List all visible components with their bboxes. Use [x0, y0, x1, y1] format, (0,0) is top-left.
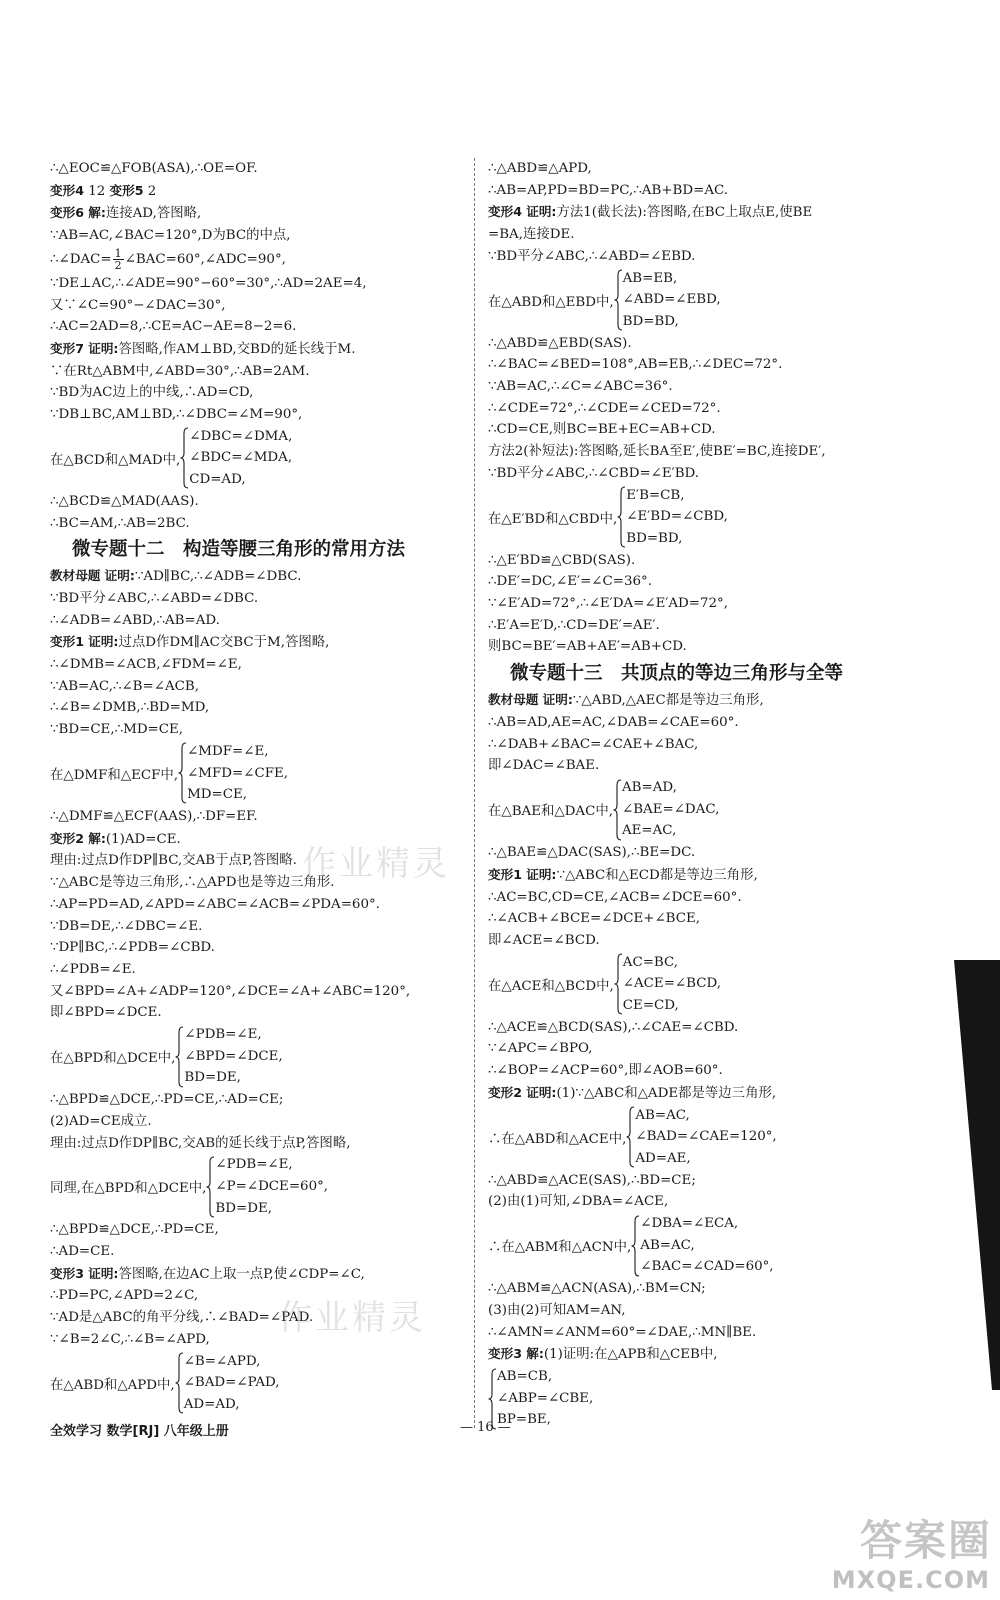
- solution-line: [488, 354, 908, 376]
- system-rows: [622, 777, 719, 842]
- problem-label: 变形4: [50, 182, 84, 198]
- solution-line: [50, 1219, 460, 1241]
- line-text: ∴△BPD≌△DCE,∴PD=CE,: [50, 1222, 219, 1238]
- system-rows: [640, 1213, 773, 1278]
- system-intro: 同理,在△BPD和△DCE中,: [50, 1181, 207, 1197]
- problem-label: 变形7: [50, 340, 84, 356]
- left-column: [50, 158, 460, 1416]
- solution-line: [50, 225, 460, 247]
- system-row: ∠BAE=∠DAC,: [621, 801, 720, 817]
- line-text: ∵BD平分∠ABC,∴∠ABD=∠EBD.: [488, 248, 696, 264]
- solution-line: [488, 463, 908, 485]
- system-intro: ∴在△ABD和△ACE中,: [488, 1131, 627, 1147]
- solution-line: [488, 376, 908, 398]
- left-brace: [614, 269, 623, 331]
- line-text: 答图略,在边AC上取一点P,使∠CDP=∠C,: [118, 1266, 365, 1282]
- solution-line: [50, 1263, 460, 1286]
- step-label: 证明:: [526, 866, 557, 882]
- logo-glyphs: 答案圈: [859, 1516, 992, 1565]
- watermark: 作业精灵: [278, 1298, 426, 1338]
- solution-line: [488, 1017, 908, 1039]
- system-row: ∠ACE=∠BCD,: [622, 976, 721, 992]
- equation-system: [50, 1024, 460, 1089]
- line-text: (3)由(2)可知AM=AN,: [488, 1302, 626, 1318]
- line-text: ∴∠ADB=∠ABD,∴AB=AD.: [50, 612, 220, 628]
- system-row: ∠ABP=∠CBE,: [497, 1390, 594, 1406]
- line-text: ∴△EOC≌△FOB(ASA),∴OE=OF.: [50, 161, 258, 176]
- system-row: AB=AD,: [621, 779, 677, 795]
- system-row: ∠ABD=∠EBD,: [622, 292, 721, 308]
- line-text: ∴AB=AD,AE=AC,∠DAB=∠CAE=60°.: [488, 714, 739, 730]
- system-row: ∠MDF=∠E,: [187, 743, 269, 759]
- system-intro: 在△ABD和△EBD中,: [488, 294, 614, 310]
- left-brace: [617, 486, 626, 548]
- system-row: E′B=CB,: [626, 487, 685, 503]
- system-rows: [623, 952, 721, 1017]
- line-text: ∴E′A=E′D,∴CD=DE′=AE′.: [488, 617, 660, 633]
- line-text: ∴△ABD≌△APD,: [488, 161, 592, 176]
- system-row: ∠DBC=∠DMA,: [189, 428, 293, 444]
- system-row: CD=AD,: [189, 472, 246, 488]
- system-row: AB=CB,: [497, 1368, 553, 1384]
- line-text: ∴∠BAC=∠BED=108°,AB=EB,∴∠DEC=72°.: [488, 357, 783, 373]
- step-label: 证明:: [526, 204, 557, 220]
- system-row: ∠BAC=∠CAD=60°,: [640, 1259, 774, 1275]
- system-row: BD=BD,: [622, 313, 679, 329]
- equation-system: [488, 777, 908, 842]
- line-text: ∵DE⊥AC,∴∠ADE=90°−60°=30°,∴AD=2AE=4,: [50, 275, 367, 291]
- fraction-denominator: 2: [114, 258, 122, 272]
- system-row: AC=BC,: [622, 954, 679, 970]
- solution-line: [488, 158, 908, 180]
- line-text: ∴△ACE≌△BCD(SAS),∴∠CAE=∠CBD.: [488, 1019, 739, 1035]
- line-text: ∵△ABD,△AEC都是等边三角形,: [572, 693, 764, 709]
- solution-line: [488, 615, 908, 637]
- system-intro: 在△ACE和△BCD中,: [488, 978, 614, 994]
- system-intro: 在△DMF和△ECF中,: [50, 767, 179, 783]
- scan-shadow: [934, 960, 1000, 1390]
- solution-line: [50, 338, 460, 361]
- line-text: 即∠DAC=∠BAE.: [488, 758, 600, 774]
- line-text: ∵△ABC是等边三角形,∴△APD也是等边三角形.: [50, 875, 335, 891]
- line-text: ∵DB=DE,∴∠DBC=∠E.: [50, 918, 203, 934]
- problem-label: 教材母题: [50, 568, 101, 584]
- step-label: 证明:: [88, 340, 119, 356]
- problem-label: 变形1: [488, 866, 522, 882]
- solution-line: [50, 404, 460, 426]
- solution-line: [488, 180, 908, 202]
- solution-line: [50, 361, 460, 383]
- solution-line: [488, 930, 908, 952]
- system-rows: [635, 1105, 776, 1170]
- problem-label: 变形2: [488, 1084, 522, 1100]
- line-text: ∴△BPD≌△DCE,∴PD=CE,∴AD=CE;: [50, 1092, 284, 1108]
- column-divider: [474, 158, 475, 1428]
- solution-line: [50, 202, 460, 225]
- line-text: ∴△BAE≌△DAC(SAS),∴BE=DC.: [488, 845, 696, 861]
- line-text: (2)由(1)可知,∠DBA=∠ACE,: [488, 1194, 669, 1210]
- line-text: 即∠ACE=∠BCD.: [488, 932, 600, 948]
- line-text: 答图略,作AM⊥BD,交BD的延长线于M.: [118, 341, 356, 357]
- left-brace: [631, 1215, 640, 1277]
- system-row: BD=DE,: [215, 1200, 272, 1216]
- solution-line: [488, 864, 908, 887]
- left-brace: [614, 953, 623, 1015]
- system-row: AB=EB,: [622, 270, 678, 286]
- equation-system: [50, 741, 460, 806]
- solution-line: [488, 842, 908, 864]
- line-text: ∴∠DAC=: [50, 251, 112, 267]
- system-row: ∠PDB=∠E,: [184, 1027, 262, 1043]
- solution-line: [50, 937, 460, 959]
- line-text: ∵AB=AC,∴∠B=∠ACB,: [50, 678, 199, 694]
- line-text: ∴△DMF≌△ECF(AAS),∴DF=EF.: [50, 808, 258, 824]
- system-intro: 在△ABD和△APD中,: [50, 1377, 175, 1393]
- solution-line: [50, 491, 460, 513]
- step-label: 证明:: [88, 1265, 119, 1281]
- line-text: (1)AD=CE.: [105, 831, 181, 847]
- line-text: ∴△ABM≌△ACN(ASA),∴BM=CN;: [488, 1281, 706, 1297]
- system-rows: [184, 1024, 282, 1089]
- line-text: (1)∵△ABC和△ADE都是等边三角形,: [556, 1085, 777, 1101]
- system-row: AD=AE,: [635, 1150, 691, 1166]
- solution-line: [488, 887, 908, 909]
- system-row: ∠MFD=∠CFE,: [187, 765, 289, 781]
- line-text: ∵∠E′AD=72°,∴∠E′DA=∠E′AD=72°,: [488, 596, 729, 612]
- section-heading: 微专题十二 构造等腰三角形的常用方法: [72, 539, 406, 561]
- left-brace: [626, 1106, 635, 1168]
- fraction-numerator: 1: [114, 246, 122, 260]
- line-text: (1)证明:在△APB和△CEB中,: [543, 1347, 718, 1363]
- system-row: AD=AD,: [183, 1396, 240, 1412]
- step-label: 证明:: [526, 1084, 557, 1100]
- line-text: ∵在Rt△ABM中,∠ABD=30°,∴AB=2AM.: [50, 363, 310, 379]
- problem-label: 变形1: [50, 634, 84, 650]
- equation-system: [488, 1213, 908, 1278]
- solution-line: [50, 382, 460, 404]
- solution-line: [488, 1278, 908, 1300]
- solution-line: [50, 916, 460, 938]
- line-text: ∵BD平分∠ABC,∴∠CBD=∠E′BD.: [488, 465, 700, 481]
- solution-line: [488, 246, 908, 268]
- left-brace: [175, 1026, 184, 1088]
- solution-line: [50, 719, 460, 741]
- solution-line: [488, 908, 908, 930]
- line-text: ∴△E′BD≌△CBD(SAS).: [488, 552, 636, 568]
- section-heading: 微专题十三 共顶点的等边三角形与全等: [510, 663, 844, 685]
- line-text: 连接AD,答图略,: [105, 206, 202, 222]
- line-text: ∵BD=CE,∴MD=CE,: [50, 722, 184, 738]
- line-text: ∴∠DMB=∠ACB,∠FDM=∠E,: [50, 657, 242, 673]
- system-row: AE=AC,: [621, 823, 677, 839]
- step-label: 证明:: [104, 568, 135, 584]
- left-brace: [206, 1156, 215, 1218]
- step-label: 解:: [526, 1346, 544, 1362]
- fraction: [113, 248, 124, 271]
- line-text: 12: [83, 183, 110, 199]
- line-text: ∴∠DAB+∠BAC=∠CAE+∠BAC,: [488, 736, 699, 752]
- line-text: 则BC=BE′=AB+AE′=AB+CD.: [488, 639, 687, 655]
- solution-line: [50, 1241, 460, 1263]
- system-row: ∠BAD=∠CAE=120°,: [635, 1129, 777, 1145]
- system-intro: 在△E′BD和△CBD中,: [488, 511, 618, 527]
- system-row: ∠E′BD=∠CBD,: [626, 509, 728, 525]
- system-intro: 在△BAE和△DAC中,: [488, 804, 613, 820]
- logo-domain: MXQE.COM: [831, 1566, 990, 1594]
- line-text: ∴AP=PD=AD,∠APD=∠ABC=∠ACB=∠PDA=60°.: [50, 896, 380, 912]
- solution-line: [488, 689, 908, 712]
- solution-line: [488, 1191, 908, 1213]
- line-text: ∴AC=BC,CD=CE,∠ACB=∠DCE=60°.: [488, 889, 742, 905]
- solution-line: [50, 565, 460, 588]
- line-text: ∵DP∥BC,∴∠PDB=∠CBD.: [50, 940, 215, 956]
- system-row: ∠DBA=∠ECA,: [640, 1216, 739, 1232]
- system-rows: [184, 1351, 280, 1416]
- line-text: ∴△ABD≌△ACE(SAS),∴BD=CE;: [488, 1172, 696, 1188]
- line-text: ∴∠AMN=∠ANM=60°=∠DAE,∴MN∥BE.: [488, 1324, 757, 1340]
- line-text: 方法1(截长法):答图略,在BC上取点E,使BE: [556, 205, 813, 221]
- book-title: 全效学习 数学[RJ] 八年级上册: [50, 1424, 229, 1439]
- equation-system: [50, 1154, 460, 1219]
- solution-line: [488, 1082, 908, 1105]
- system-row: ∠PDB=∠E,: [215, 1157, 293, 1173]
- line-text: ∵AD∥BC,∴∠ADB=∠DBC.: [134, 569, 302, 585]
- page-number: — 16 —: [460, 1420, 511, 1435]
- step-label: 解:: [88, 830, 106, 846]
- system-rows: [623, 268, 721, 333]
- system-row: ∠BAD=∠PAD,: [183, 1375, 280, 1391]
- system-row: AB=AC,: [640, 1237, 695, 1253]
- solution-line: [50, 513, 460, 535]
- line-text: ∵∠APC=∠BPO,: [488, 1041, 593, 1057]
- line-text: ∴∠BOP=∠ACP=60°,即∠AOB=60°.: [488, 1063, 723, 1079]
- solution-line: [488, 333, 908, 355]
- solution-line: [50, 588, 460, 610]
- line-text: ∴∠B=∠DMB,∴BD=MD,: [50, 700, 210, 716]
- site-logo: [806, 1508, 996, 1596]
- line-text: ∴PD=PC,∠APD=2∠C,: [50, 1288, 199, 1304]
- line-text: ∴AD=CE.: [50, 1244, 115, 1260]
- system-intro: 在△BPD和△DCE中,: [50, 1051, 176, 1067]
- solution-line: [50, 247, 460, 273]
- system-row: ∠P=∠DCE=60°,: [215, 1178, 329, 1194]
- line-text: ∵AB=AC,∴∠C=∠ABC=36°.: [488, 379, 673, 395]
- system-row: BD=DE,: [184, 1070, 241, 1086]
- line-text: ∵DB⊥BC,AM⊥BD,∴∠DBC=∠M=90°,: [50, 407, 303, 423]
- problem-label: 变形4: [488, 204, 522, 220]
- solution-line: [50, 610, 460, 632]
- line-text: ∴∠PDB=∠E.: [50, 961, 136, 977]
- line-text: ∵AD是△ABC的角平分线,∴∠BAD=∠PAD.: [50, 1310, 314, 1326]
- solution-line: [488, 1343, 908, 1366]
- problem-label: 变形6: [50, 205, 84, 221]
- line-text: 又∠BPD=∠A+∠ADP=120°,∠DCE=∠A+∠ABC=120°,: [50, 983, 411, 999]
- solution-line: [488, 419, 908, 441]
- problem-label: 变形2: [50, 830, 84, 846]
- solution-line: [488, 1038, 908, 1060]
- solution-line: [50, 158, 460, 180]
- equation-system: [488, 485, 908, 550]
- solution-line: [50, 1089, 460, 1111]
- solution-line: [50, 654, 460, 676]
- system-rows: [626, 485, 728, 550]
- left-brace: [180, 427, 189, 489]
- page-footer: [50, 1420, 930, 1444]
- line-text: 过点D作DM∥AC交BC于M,答图略,: [118, 635, 330, 651]
- step-label: 证明:: [542, 692, 573, 708]
- solution-line: [50, 894, 460, 916]
- solution-line: [50, 676, 460, 698]
- system-row: BP=BE,: [497, 1412, 551, 1428]
- line-text: ∴CD=CE,则BC=BE+EC=AB+CD.: [488, 422, 716, 438]
- step-label: 证明:: [88, 634, 119, 650]
- line-text: 方法2(补短法):答图略,延长BA至E′,使BE′=BC,连接DE′,: [488, 444, 826, 460]
- system-row: CE=CD,: [622, 998, 679, 1014]
- solution-line: [488, 1300, 908, 1322]
- line-text: ∵BD为AC边上的中线,∴AD=CD,: [50, 385, 254, 401]
- equation-system: [488, 952, 908, 1017]
- equation-system: [50, 426, 460, 491]
- solution-line: [50, 981, 460, 1003]
- solution-line: [50, 1133, 460, 1155]
- right-column: [488, 158, 908, 1431]
- line-text: =BA,连接DE.: [488, 227, 575, 243]
- problem-label: 变形3: [50, 1265, 84, 1281]
- line-text: 理由:过点D作DP∥BC,交AB的延长线于点P,答图略,: [50, 1135, 351, 1151]
- solution-line: [50, 806, 460, 828]
- line-text: ∴∠ACB+∠BCE=∠DCE+∠BCE,: [488, 911, 701, 927]
- system-rows: [215, 1154, 328, 1219]
- line-text: 理由:过点D作DP∥BC,交AB于点P,答图略.: [50, 853, 297, 869]
- line-text: ∵AB=AC,∠BAC=120°,D为BC的中点,: [50, 228, 291, 244]
- line-text: ∠BAC=60°,∠ADC=90°,: [124, 251, 286, 267]
- problem-label: 教材母题: [488, 692, 539, 708]
- problem-label: 变形5: [109, 182, 144, 198]
- solution-line: [50, 316, 460, 338]
- solution-line: [488, 224, 908, 246]
- problem-label: 变形3: [488, 1346, 522, 1362]
- line-text: ∴AC=2AD=8,∴CE=AC−AE=8−2=6.: [50, 319, 297, 335]
- system-row: AB=AC,: [635, 1107, 690, 1123]
- solution-line: [488, 593, 908, 615]
- watermark: 作业精灵: [302, 844, 450, 884]
- line-text: ∵∠B=2∠C,∴∠B=∠APD,: [50, 1331, 210, 1347]
- solution-line: [488, 1060, 908, 1082]
- system-intro: 在△BCD和△MAD中,: [50, 452, 181, 468]
- solution-line: [50, 1111, 460, 1133]
- line-text: ∴DE′=DC,∠E′=∠C=36°.: [488, 574, 652, 590]
- line-text: 又∵∠C=90°−∠DAC=30°,: [50, 297, 226, 313]
- solution-line: [50, 273, 460, 295]
- solution-line: [488, 734, 908, 756]
- line-text: ∵BD平分∠ABC,∴∠ABD=∠DBC.: [50, 590, 259, 606]
- line-text: 即∠BPD=∠DCE.: [50, 1005, 162, 1021]
- line-text: (2)AD=CE成立.: [50, 1113, 152, 1129]
- system-rows: [187, 741, 288, 806]
- step-label: 解:: [88, 205, 106, 221]
- line-text: ∵△ABC和△ECD都是等边三角形,: [556, 867, 758, 883]
- solution-line: [488, 712, 908, 734]
- line-text: ∴△BCD≌△MAD(AAS).: [50, 493, 199, 509]
- solution-line: [488, 636, 908, 658]
- solution-line: [488, 201, 908, 224]
- system-row: BD=BD,: [626, 530, 683, 546]
- line-text: ∴∠CDE=72°,∴∠CDE=∠CED=72°.: [488, 400, 721, 416]
- line-text: ∴AB=AP,PD=BD=PC,∴AB+BD=AC.: [488, 182, 729, 198]
- left-brace: [178, 742, 187, 804]
- system-rows: [189, 426, 292, 491]
- solution-line: [488, 755, 908, 777]
- solution-line: [50, 180, 460, 203]
- solution-line: [50, 631, 460, 654]
- solution-line: [488, 571, 908, 593]
- system-row: MD=CE,: [187, 787, 248, 803]
- solution-line: [50, 697, 460, 719]
- left-brace: [175, 1352, 184, 1414]
- equation-system: [488, 1105, 908, 1170]
- solution-line: [488, 1170, 908, 1192]
- solution-line: [488, 441, 908, 463]
- solution-line: [488, 550, 908, 572]
- solution-line: [50, 959, 460, 981]
- line-text: 2: [143, 183, 157, 199]
- system-row: ∠B=∠APD,: [183, 1353, 261, 1369]
- line-text: ∴△ABD≌△EBD(SAS).: [488, 335, 632, 351]
- system-row: ∠BPD=∠DCE,: [184, 1048, 283, 1064]
- system-intro: ∴在△ABM和△ACN中,: [488, 1240, 632, 1256]
- solution-line: [488, 398, 908, 420]
- line-text: ∴BC=AM,∴AB=2BC.: [50, 515, 190, 531]
- equation-system: [50, 1351, 460, 1416]
- solution-line: [50, 1002, 460, 1024]
- solution-line: [488, 1322, 908, 1344]
- left-brace: [613, 779, 622, 841]
- equation-system: [488, 268, 908, 333]
- solution-line: [50, 295, 460, 317]
- system-row: ∠BDC=∠MDA,: [189, 450, 293, 466]
